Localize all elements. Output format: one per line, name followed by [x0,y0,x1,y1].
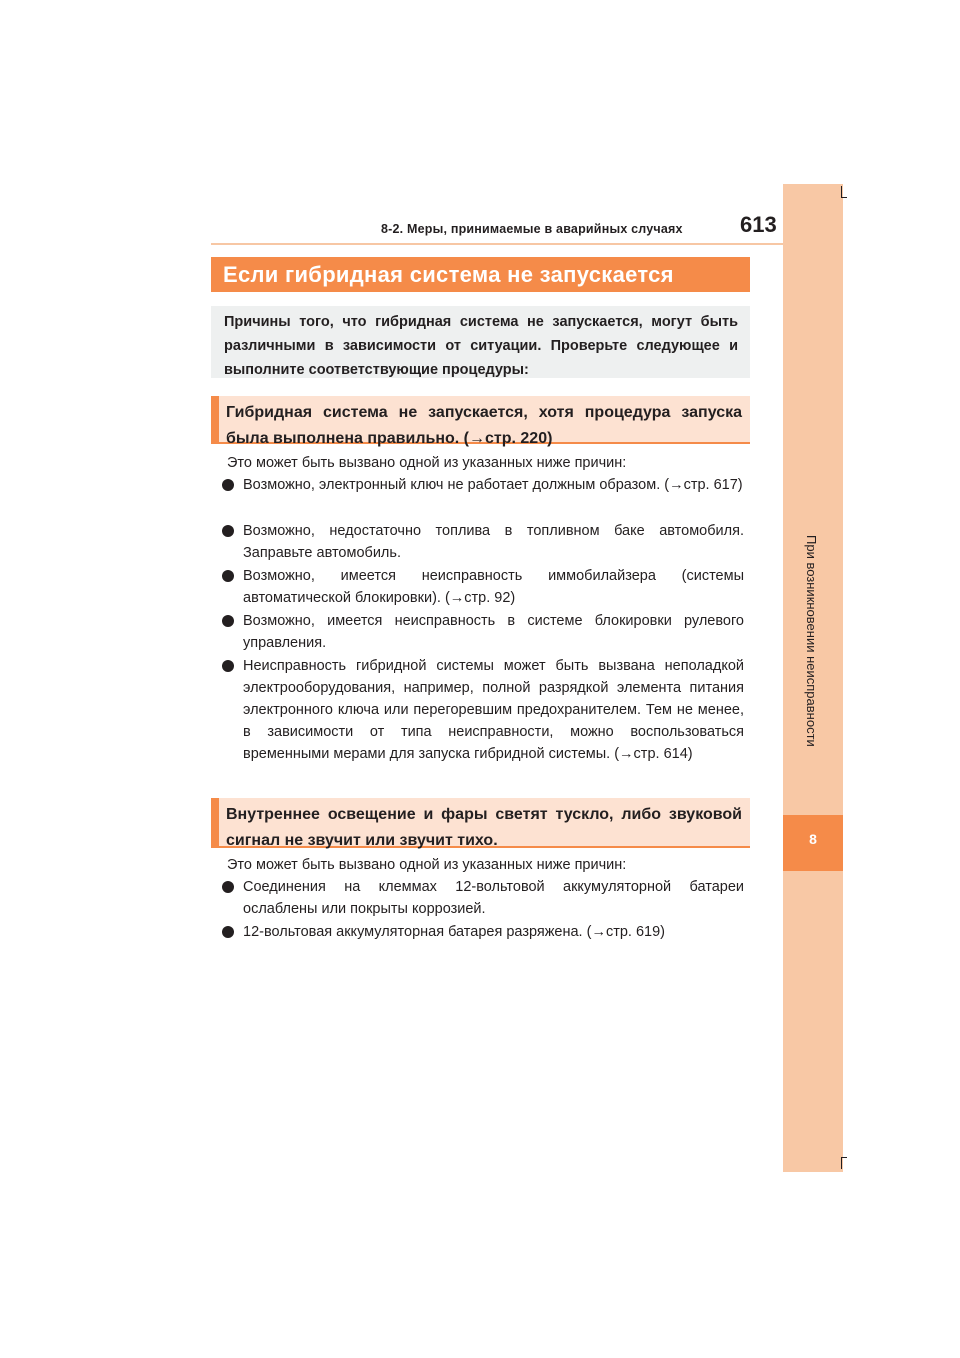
chapter-tab-label: При возникновении неисправности [804,535,819,747]
bullet-icon [222,615,234,627]
list-item-text: Возможно, недостаточно топлива в топливном баке автомобиля. Заправьте автомобиль. [243,523,744,561]
bullet-icon [222,570,234,582]
header-divider [211,243,842,245]
list-item [222,565,744,609]
main-heading: Если гибридная система не запускается [211,257,750,292]
list-item-text: Возможно, имеется неисправность иммобилайзера (системы автоматической блокировки). (→стр. 92) [243,568,744,606]
crop-mark-top-tick [841,197,847,198]
list-item-text: Неисправность гибридной системы может быть вызвана неполадкой электрооборудования, например, полной разрядкой элемента питания электронного ключа или перегоревшим предохранителем. Тем не менее, в зависимости от типа неисправности, можно воспользоваться временными мерами для запуска гибридной системы. (→стр. 614) [243,658,744,762]
bullet-icon [222,881,234,893]
page-number: 613 [740,212,777,237]
list-item-text: 12-вольтовая аккумуляторная батарея разряжена. (→стр. 619) [243,924,665,940]
list-item [222,610,744,654]
list-item [222,655,744,765]
bullet-icon [222,926,234,938]
list-item [222,921,744,943]
list-item-text: Возможно, электронный ключ не работает должным образом. (→стр. 617) [243,477,743,493]
section-title: 8-2. Меры, принимаемые в аварийных случаях [381,222,683,236]
section1-heading: Гибридная система не запускается, хотя процедура запуска была выполнена правильно. (→стр. 220) [211,396,750,444]
list-item [222,520,744,564]
section1-lead: Это может быть вызвано одной из указанных ниже причин: [227,455,627,471]
intro-box: Причины того, что гибридная система не запускается, могут быть различными в зависимости от ситуации. Проверьте следующее и выполните соответствующие процедуры: [211,306,750,378]
bullet-icon [222,660,234,672]
list-item-text: Соединения на клеммах 12-вольтовой аккумуляторной батареи ослаблены или покрыты коррозией. [243,879,744,917]
list-item [222,474,744,496]
section2-heading: Внутреннее освещение и фары светят тускло, либо звуковой сигнал не звучит или звучит тихо. [211,798,750,848]
section2-lead: Это может быть вызвано одной из указанных ниже причин: [227,857,627,873]
crop-mark-bottom-tick [841,1157,847,1158]
bullet-icon [222,525,234,537]
bullet-icon [222,479,234,491]
crop-mark-bottom [841,1157,842,1169]
list-item-text: Возможно, имеется неисправность в системе блокировки рулевого управления. [243,613,744,651]
chapter-number: 8 [809,831,817,847]
list-item [222,876,744,920]
